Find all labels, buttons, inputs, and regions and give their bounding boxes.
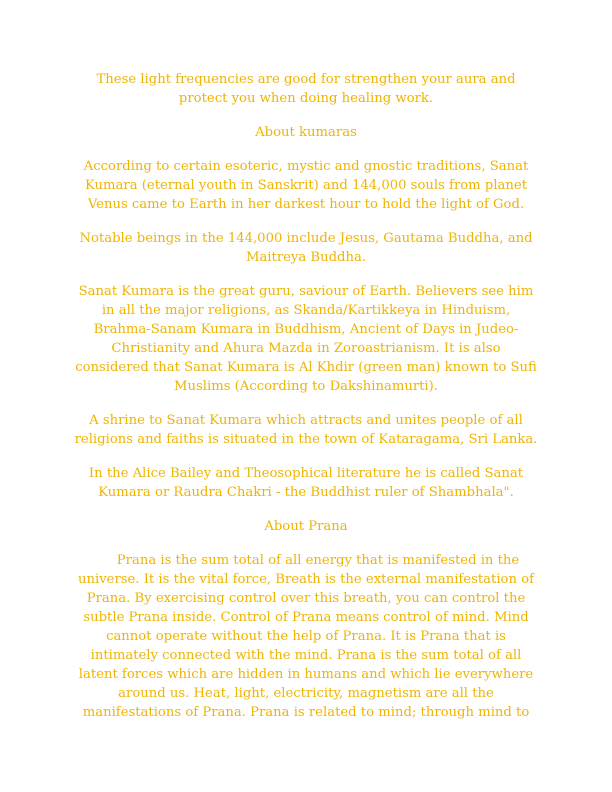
text-line: around us. Heat, light, electricity, magnetism are all the bbox=[118, 686, 494, 701]
text-line: manifestations of Prana. Prana is related to mind; through mind to bbox=[82, 705, 530, 720]
text-line: Kumara (eternal youth in Sanskrit) and 144,000 souls from planet bbox=[84, 178, 527, 193]
text-line: subtle Prana inside. Control of Prana means control of mind. Mind bbox=[83, 610, 529, 625]
heading-about-prana: About Prana bbox=[264, 519, 348, 534]
text-line: In the Alice Bailey and Theosophical literature he is called Sanat bbox=[88, 466, 524, 481]
text-line: Christianity and Ahura Mazda in Zoroastrianism. It is also bbox=[111, 341, 501, 356]
text-line: Notable beings in the 144,000 include Jesus, Gautama Buddha, and bbox=[79, 231, 533, 246]
text-line: Maitreya Buddha. bbox=[245, 250, 367, 265]
text-line: Sanat Kumara is the great guru, saviour of Earth. Believers see him bbox=[78, 284, 534, 299]
text-line: protect you when doing healing work. bbox=[178, 91, 434, 106]
text-line: intimately connected with the mind. Prana is the sum total of all bbox=[90, 648, 522, 663]
kumaras-paragraph-1 bbox=[70, 157, 542, 214]
text-line: These light frequencies are good for strengthen your aura and bbox=[96, 72, 516, 87]
text-line: universe. It is the vital force, Breath is the external manifestation of bbox=[77, 572, 534, 587]
text-line: Prana. By exercising control over this breath, you can control the bbox=[86, 591, 526, 606]
kumaras-paragraph-4 bbox=[70, 411, 542, 449]
document-page bbox=[70, 70, 542, 722]
text-line: Prana is the sum total of all energy that is manifested in the bbox=[116, 553, 520, 568]
text-line: considered that Sanat Kumara is Al Khdir (green man) known to Sufi bbox=[75, 360, 537, 375]
text-line: Venus came to Earth in her darkest hour to hold the light of God. bbox=[87, 197, 525, 212]
text-line: cannot operate without the help of Prana. It is Prana that is bbox=[106, 629, 506, 644]
kumaras-paragraph-3 bbox=[70, 282, 542, 396]
text-line: Muslims (According to Dakshinamurti). bbox=[174, 379, 438, 394]
text-line: religions and faiths is situated in the town of Kataragama, Sri Lanka. bbox=[74, 432, 538, 447]
text-line: Brahma-Sanam Kumara in Buddhism, Ancient of Days in Judeo- bbox=[93, 322, 519, 337]
kumaras-paragraph-2 bbox=[70, 229, 542, 267]
text-line: According to certain esoteric, mystic and gnostic traditions, Sanat bbox=[83, 159, 529, 174]
text-line: in all the major religions, as Skanda/Kartikkeya in Hinduism, bbox=[101, 303, 511, 318]
intro-paragraph bbox=[70, 70, 542, 108]
text-line: Kumara or Raudra Chakri - the Buddhist ruler of Shambhala". bbox=[98, 485, 514, 500]
text-line: A shrine to Sanat Kumara which attracts and unites people of all bbox=[89, 413, 523, 428]
kumaras-paragraph-5 bbox=[70, 464, 542, 502]
text-line: latent forces which are hidden in humans and which lie everywhere bbox=[78, 667, 534, 682]
prana-paragraph bbox=[70, 551, 542, 722]
heading-about-kumaras: About kumaras bbox=[255, 125, 357, 140]
